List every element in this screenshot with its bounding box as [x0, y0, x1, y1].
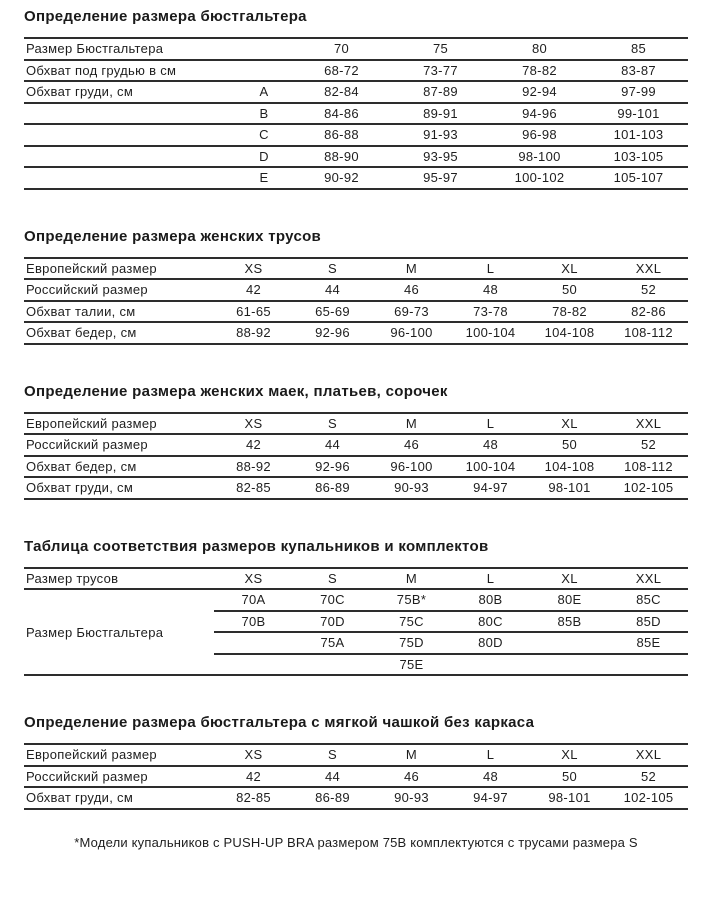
value-cell: M — [372, 413, 451, 435]
value-cell: 82-85 — [214, 477, 293, 499]
table-row — [24, 301, 688, 323]
value-cell: 78-82 — [490, 60, 589, 82]
value-cell: 100-102 — [490, 167, 589, 189]
row-label-cell: Российский размер — [24, 766, 214, 788]
value-cell: 100-104 — [451, 456, 530, 478]
row-label-cell: Размер Бюстгальтера — [26, 624, 164, 640]
value-cell: 75C — [372, 611, 451, 633]
value-cell: 85 — [589, 38, 688, 60]
value-cell: 75B* — [372, 589, 451, 611]
bra-size-section — [24, 8, 688, 190]
soft-cup-bra-size-section — [24, 714, 688, 810]
table-row — [24, 60, 688, 82]
value-cell: 69-73 — [372, 301, 451, 323]
value-cell: XL — [530, 744, 609, 766]
table-row — [24, 413, 688, 435]
value-cell: 44 — [293, 766, 372, 788]
value-cell: 108-112 — [609, 322, 688, 344]
table-row — [24, 744, 688, 766]
table-row — [24, 434, 688, 456]
value-cell — [609, 654, 688, 676]
row-label-cell: Размер Бюстгальтера — [24, 38, 236, 60]
value-cell: 100-104 — [451, 322, 530, 344]
value-cell: 85E — [609, 632, 688, 654]
value-cell: 96-98 — [490, 124, 589, 146]
footnote: *Модели купальников с PUSH-UP BRA размером 75B комплектуются с трусами размера S — [74, 834, 638, 850]
value-cell: 46 — [372, 434, 451, 456]
value-cell: 93-95 — [391, 146, 490, 168]
value-cell: 80B — [451, 589, 530, 611]
table-row — [24, 258, 688, 280]
value-cell: 83-87 — [589, 60, 688, 82]
value-cell: 82-86 — [609, 301, 688, 323]
value-cell: 73-78 — [451, 301, 530, 323]
value-cell — [214, 654, 293, 676]
value-cell: XL — [530, 258, 609, 280]
row-label-cell: Европейский размер — [24, 258, 214, 280]
value-cell: 65-69 — [293, 301, 372, 323]
value-cell: 80C — [451, 611, 530, 633]
value-cell: 42 — [214, 766, 293, 788]
value-cell: D — [236, 146, 292, 168]
panties-size-section — [24, 228, 688, 345]
row-label-cell: Обхват под грудью в см — [24, 60, 236, 82]
value-cell: 103-105 — [589, 146, 688, 168]
value-cell: 86-88 — [292, 124, 391, 146]
section-title-bra: Определение размера бюстгальтера — [24, 8, 307, 25]
value-cell: 85D — [609, 611, 688, 633]
swimwear-size-table — [24, 567, 688, 677]
value-cell: 70C — [293, 589, 372, 611]
value-cell — [293, 654, 372, 676]
value-cell: S — [293, 413, 372, 435]
row-label-cell: Обхват груди, см — [24, 787, 214, 809]
value-cell: 86-89 — [293, 787, 372, 809]
value-cell: 90-92 — [292, 167, 391, 189]
value-cell: 80 — [490, 38, 589, 60]
value-cell: 75A — [293, 632, 372, 654]
value-cell: B — [236, 103, 292, 125]
value-cell: 108-112 — [609, 456, 688, 478]
value-cell: 94-96 — [490, 103, 589, 125]
value-cell: 61-65 — [214, 301, 293, 323]
table-row — [24, 787, 688, 809]
value-cell: 89-91 — [391, 103, 490, 125]
panties-size-table — [24, 257, 688, 345]
value-cell: XL — [530, 568, 609, 590]
value-cell: A — [236, 81, 292, 103]
value-cell: 50 — [530, 434, 609, 456]
value-cell: E — [236, 167, 292, 189]
value-cell: 50 — [530, 279, 609, 301]
value-cell: 82-85 — [214, 787, 293, 809]
value-cell: 95-97 — [391, 167, 490, 189]
value-cell: M — [372, 568, 451, 590]
value-cell: 75E — [399, 656, 424, 672]
table-row — [24, 146, 688, 168]
value-cell: L — [451, 744, 530, 766]
value-cell: 52 — [609, 434, 688, 456]
value-cell — [236, 60, 292, 82]
row-label-cell: Обхват груди, см — [24, 81, 236, 103]
value-cell: 70A — [214, 589, 293, 611]
value-cell: 104-108 — [530, 456, 609, 478]
value-cell: 75 — [391, 38, 490, 60]
value-cell: XXL — [609, 568, 688, 590]
value-cell: XXL — [609, 744, 688, 766]
value-cell: 99-101 — [589, 103, 688, 125]
row-label-cell: Размер трусов — [24, 568, 214, 590]
value-cell: 88-90 — [292, 146, 391, 168]
table-row — [24, 38, 688, 60]
table-row — [24, 456, 688, 478]
value-cell: 102-105 — [609, 477, 688, 499]
value-cell: S — [293, 258, 372, 280]
row-label-cell: Европейский размер — [24, 413, 214, 435]
value-cell: 92-96 — [293, 456, 372, 478]
value-cell: 70 — [292, 38, 391, 60]
value-cell: 92-96 — [293, 322, 372, 344]
value-cell: 70B — [214, 611, 293, 633]
value-cell: 52 — [609, 766, 688, 788]
table-row — [24, 477, 688, 499]
swimwear-size-section — [24, 538, 688, 677]
row-label-cell: Обхват бедер, см — [24, 456, 214, 478]
value-cell — [530, 654, 609, 676]
table-row — [24, 322, 688, 344]
value-cell: 46 — [372, 766, 451, 788]
value-cell: M — [372, 744, 451, 766]
table-row — [24, 124, 688, 146]
value-cell: XXL — [609, 413, 688, 435]
value-cell: 80E — [530, 589, 609, 611]
value-cell: S — [293, 568, 372, 590]
value-cell: S — [293, 744, 372, 766]
value-cell: 91-93 — [391, 124, 490, 146]
value-cell: L — [451, 258, 530, 280]
table-row — [24, 766, 688, 788]
value-cell: 44 — [293, 434, 372, 456]
value-cell: XL — [530, 413, 609, 435]
section-title-soft-cup: Определение размера бюстгальтера с мягкой чашкой без каркаса — [24, 714, 535, 731]
row-label-cell: Обхват бедер, см — [24, 322, 214, 344]
value-cell: 86-89 — [293, 477, 372, 499]
section-title-swimwear: Таблица соответствия размеров купальников и комплектов — [24, 537, 489, 555]
row-label-cell: Европейский размер — [24, 744, 214, 766]
table-row — [24, 589, 688, 611]
value-cell: XS — [214, 258, 293, 280]
tops-dresses-size-section — [24, 383, 688, 500]
value-cell: 85C — [609, 589, 688, 611]
value-cell — [214, 632, 293, 654]
row-label-cell — [24, 124, 236, 146]
value-cell: 102-105 — [609, 787, 688, 809]
row-label-cell: Российский размер — [24, 279, 214, 301]
table-row — [24, 279, 688, 301]
value-cell: 80D — [451, 632, 530, 654]
value-cell: 94-97 — [451, 787, 530, 809]
value-cell: 42 — [214, 434, 293, 456]
value-cell: 96-100 — [372, 456, 451, 478]
value-cell: L — [451, 568, 530, 590]
value-cell: 94-97 — [451, 477, 530, 499]
value-cell: 50 — [530, 766, 609, 788]
row-label-cell — [24, 167, 236, 189]
value-cell: 88-92 — [214, 456, 293, 478]
value-cell: 98-100 — [490, 146, 589, 168]
value-cell: 46 — [372, 279, 451, 301]
value-cell — [530, 632, 609, 654]
value-cell: 68-72 — [292, 60, 391, 82]
table-row — [24, 81, 688, 103]
value-cell: 90-93 — [372, 477, 451, 499]
table-row — [24, 167, 688, 189]
value-cell: C — [236, 124, 292, 146]
value-cell: 96-100 — [372, 322, 451, 344]
value-cell: 87-89 — [391, 81, 490, 103]
value-cell: 90-93 — [372, 787, 451, 809]
value-cell: XS — [214, 568, 293, 590]
value-cell: 82-84 — [292, 81, 391, 103]
value-cell: 98-101 — [530, 477, 609, 499]
value-cell: 101-103 — [589, 124, 688, 146]
section-title-tops: Определение размера женских маек, платьев, сорочек — [24, 382, 448, 400]
table-row — [24, 103, 688, 125]
value-cell: 84-86 — [292, 103, 391, 125]
soft-cup-bra-size-table — [24, 743, 688, 810]
value-cell: 78-82 — [530, 301, 609, 323]
value-cell: 48 — [451, 279, 530, 301]
value-cell: XXL — [609, 258, 688, 280]
value-cell: 92-94 — [490, 81, 589, 103]
value-cell: 73-77 — [391, 60, 490, 82]
value-cell: 88-92 — [214, 322, 293, 344]
value-cell: 105-107 — [589, 167, 688, 189]
value-cell: XS — [214, 413, 293, 435]
row-label-cell — [24, 103, 236, 125]
table-row — [24, 568, 688, 590]
value-cell: 104-108 — [530, 322, 609, 344]
value-cell: L — [451, 413, 530, 435]
value-cell — [451, 654, 530, 676]
value-cell: XS — [214, 744, 293, 766]
value-cell: 44 — [293, 279, 372, 301]
value-cell: 48 — [451, 766, 530, 788]
value-cell: 85B — [530, 611, 609, 633]
tops-dresses-size-table — [24, 412, 688, 500]
value-cell: 75D — [372, 632, 451, 654]
row-label-cell: Российский размер — [24, 434, 214, 456]
value-cell: 70D — [293, 611, 372, 633]
value-cell: M — [372, 258, 451, 280]
row-label-cell: Обхват талии, см — [24, 301, 214, 323]
value-cell: 97-99 — [589, 81, 688, 103]
bra-size-table — [24, 37, 688, 190]
value-cell — [236, 38, 292, 60]
value-cell: 42 — [214, 279, 293, 301]
value-cell: 98-101 — [530, 787, 609, 809]
row-label-cell — [24, 146, 236, 168]
section-title-panties: Определение размера женских трусов — [24, 227, 322, 245]
value-cell: 52 — [609, 279, 688, 301]
value-cell: 48 — [451, 434, 530, 456]
row-label-cell: Обхват груди, см — [24, 477, 214, 499]
